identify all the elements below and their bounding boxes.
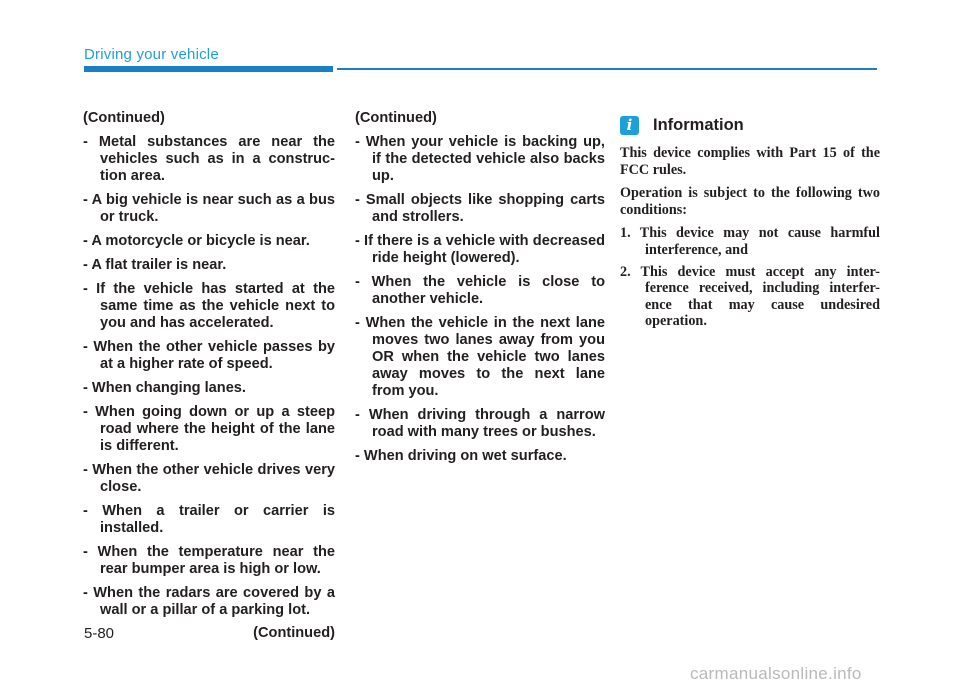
section-title: Driving your vehicle: [84, 46, 219, 63]
header-rule-thick: [84, 66, 333, 72]
list-item: - When going down or up a steep road where the height of the lane is different.: [83, 404, 335, 454]
info-i-icon: i: [620, 116, 639, 135]
list-item: - If there is a vehicle with decreased ride height (lowered).: [355, 233, 605, 266]
list-item: - When a trailer or carrier is installed.: [83, 503, 335, 536]
list-item: - When the vehicle in the next lane moves two lanes away from you OR when the vehicle two lanes away moves to the next lane from you.: [355, 315, 605, 399]
list-item: - When your vehicle is backing up, if the detected vehicle also backs up.: [355, 134, 605, 184]
continued-label-end: (Continued): [253, 625, 335, 641]
continued-label: (Continued): [83, 110, 165, 126]
information-paragraph: Operation is subject to the following two conditions:: [620, 185, 880, 218]
column-middle: [355, 110, 605, 472]
continued-label: (Continued): [355, 110, 437, 126]
list-item: - A big vehicle is near such as a bus or truck.: [83, 192, 335, 225]
list-item: - Small objects like shopping carts and strollers.: [355, 192, 605, 225]
information-body: [620, 145, 880, 330]
list-item: - When the vehicle is close to another vehicle.: [355, 274, 605, 307]
information-paragraph: This device complies with Part 15 of the FCC rules.: [620, 145, 880, 178]
list-item: - If the vehicle has started at the same time as the vehicle next to you and has accelerated.: [83, 281, 335, 331]
information-title: Information: [653, 116, 744, 134]
information-box: [620, 116, 880, 335]
list-item: - A flat trailer is near.: [83, 257, 227, 273]
watermark: carmanualsonline.info: [690, 664, 862, 683]
list-item: - When the temperature near the rear bumper area is high or low.: [83, 544, 335, 577]
list-item: - When the radars are covered by a wall or a pillar of a parking lot.: [83, 585, 335, 618]
list-item: - When driving through a narrow road with many trees or bushes.: [355, 407, 605, 440]
numbered-item: 2. This device must accept any inter-ference received, including interfer-ence that may cause undesired operation.: [620, 263, 880, 330]
column-left: [83, 110, 335, 649]
list-item: - Metal substances are near the vehicles such as in a construc-tion area.: [83, 134, 335, 184]
list-item: - When driving on wet surface.: [355, 448, 567, 464]
header-rule-thin: [337, 68, 877, 70]
page-number: 5-80: [84, 625, 115, 642]
list-item: - When changing lanes.: [83, 380, 246, 396]
numbered-item: 1. This device may not cause harmful interference, and: [620, 225, 880, 258]
list-item: - When the other vehicle drives very close.: [83, 462, 335, 495]
list-item: - A motorcycle or bicycle is near.: [83, 233, 310, 249]
list-item: - When the other vehicle passes by at a higher rate of speed.: [83, 339, 335, 372]
information-header: [620, 116, 880, 135]
